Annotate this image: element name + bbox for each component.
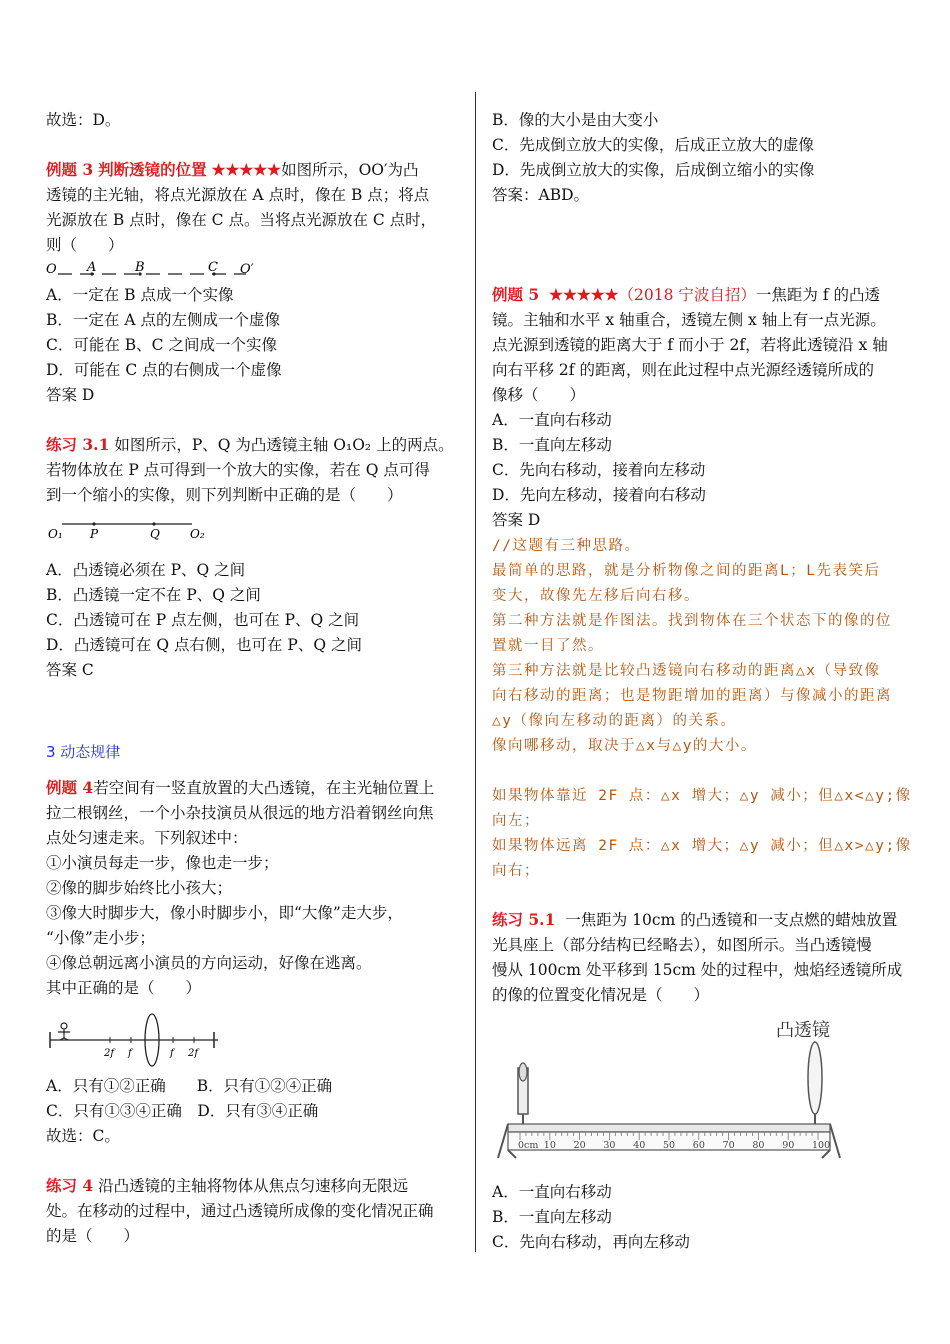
example-3-header <box>46 158 419 182</box>
practice-3-1-option-b: B．凸透镜一定不在 P、Q 之间 <box>46 586 261 604</box>
example-4-question: 其中正确的是（ ） <box>46 979 202 997</box>
example-4-lens-figure <box>46 1010 236 1070</box>
example-4-line3: 点处匀速走来。下列叙述中： <box>46 829 248 847</box>
note-line: 置就一目了然。 <box>492 638 604 654</box>
column-divider <box>475 92 476 1252</box>
practice-5-1-tag: 练习 5.1 <box>492 910 556 929</box>
practice-3-1-answer: 答案 C <box>46 661 94 679</box>
note-line: 如果物体远离 2F 点：△x 增大；△y 减小；但△x>△y;像 <box>492 838 912 854</box>
ruler-label: 90 <box>782 1140 795 1151</box>
ruler-label: 10 <box>543 1140 556 1151</box>
acrobat-body <box>58 1029 70 1040</box>
example-3-option-b: B．一定在 A 点的左侧成一个虚像 <box>46 311 280 329</box>
bench-rail <box>508 1124 830 1132</box>
example-3-line1: 如图所示，OO′为凸 <box>281 161 419 179</box>
example-3-line3: 光源放在 B 点时，像在 C 点。当将点光源放在 C 点时， <box>46 211 437 229</box>
lens-caption: 凸透镜 <box>776 1020 830 1041</box>
section-heading-dynamic-rules: 3 动态规律 <box>46 743 121 761</box>
practice-4-line3: 的是（ ） <box>46 1227 140 1245</box>
ruler-label: 60 <box>692 1140 705 1151</box>
axis-label-a: A <box>87 260 97 275</box>
example-3-option-c: C．可能在 B、C 之间成一个实像 <box>46 336 277 354</box>
example-4-statement-3-cont: “小像”走小步； <box>46 929 155 947</box>
practice-3-1-option-c: C．凸透镜可在 P 点左侧，也可在 P、Q 之间 <box>46 611 360 629</box>
note-line: 如果物体靠近 2F 点：△x 增大；△y 减小；但△x<△y;像 <box>492 788 912 804</box>
note-line: 向右移动的距离；也是物距增加的距离）与像减小的距离 <box>492 688 892 704</box>
example-4-tag: 例题 4 <box>46 778 94 797</box>
example-4-options-cd: C．只有①③④正确 D．只有③④正确 <box>46 1102 319 1120</box>
note-line: 最简单的思路，就是分析物像之间的距离L；L先表笑后 <box>492 563 881 579</box>
example-5-line1: 一焦距为 f 的凸透 <box>755 286 880 304</box>
practice-4-answer: 答案：ABD。 <box>492 186 590 204</box>
example-4-statement-1: ①小演员每走一步，像也走一步； <box>46 854 279 872</box>
ruler-label: 100 <box>812 1140 831 1151</box>
lens-label-2f-right: 2f <box>188 1048 199 1059</box>
example-5-option-d: D．先向左移动，接着向右移动 <box>492 486 706 504</box>
axis-label-o: O <box>46 262 57 277</box>
ruler-label: 0cm <box>518 1140 539 1151</box>
practice-5-1-line1: 一焦距为 10cm 的凸透镜和一支点燃的蜡烛放置 <box>565 911 898 929</box>
example-4-line2: 拉二根钢丝，一个小杂技演员从很远的地方沿着钢丝向焦 <box>46 804 434 822</box>
practice-4-header <box>46 1174 408 1198</box>
example-3-line2: 透镜的主光轴，将点光源放在 A 点时，像在 B 点；将点 <box>46 186 430 204</box>
practice-3-1-axis-figure <box>46 514 246 544</box>
ruler-label: 20 <box>573 1140 586 1151</box>
axis-label-c: C <box>208 260 218 275</box>
example-5-line4: 向右平移 2f 的距离，则在此过程中点光源经透镜所成的 <box>492 361 874 379</box>
practice-4-line2: 处。在移动的过程中，通过凸透镜所成像的变化情况正确 <box>46 1202 434 1220</box>
convex-lens <box>808 1042 822 1114</box>
optical-bench-figure <box>492 1012 852 1172</box>
axis-label-o-prime: O′ <box>240 262 254 277</box>
practice-3-1-tag: 练习 3.1 <box>46 435 110 454</box>
note-line: 第二种方法就是作图法。找到物体在三个状态下的像的位 <box>492 613 892 629</box>
example-3-tag: 例题 3 <box>46 160 94 179</box>
example-4-statement-2: ②像的脚步始终比小孩大； <box>46 879 233 897</box>
example-4-statement-3: ③像大时脚步大，像小时脚步小，即“大像”走大步， <box>46 904 403 922</box>
note-line: 向左； <box>492 813 540 829</box>
practice-5-1-option-c: C．先向右移动，再向左移动 <box>492 1233 690 1251</box>
practice-3-1-line3: 到一个缩小的实像，则下列判断中正确的是（ ） <box>46 486 403 504</box>
axis-label-q: Q <box>150 527 160 541</box>
practice-4-tag: 练习 4 <box>46 1176 94 1195</box>
ruler-label: 40 <box>633 1140 646 1151</box>
practice-3-1-line2: 若物体放在 P 点可得到一个放大的实像，若在 Q 点可得 <box>46 461 430 479</box>
example-3-option-a: A．一定在 B 点成一个实像 <box>46 286 234 304</box>
previous-answer: 故选：D。 <box>46 111 121 129</box>
example-5-option-b: B．一直向左移动 <box>492 436 612 454</box>
acrobat-head <box>61 1023 67 1029</box>
practice-5-1-header <box>492 908 897 932</box>
practice-4-option-c: C．先成倒立放大的实像，后成正立放大的虚像 <box>492 136 814 154</box>
practice-3-1-header <box>46 433 454 457</box>
example-3-topic: 判断透镜的位置 <box>98 160 207 179</box>
example-3-stars: ★★★★★ <box>211 160 282 179</box>
note-line: △y（像向左移动的距离）的关系。 <box>492 713 737 729</box>
note-line: //这题有三种思路。 <box>492 538 641 554</box>
practice-5-1-line3: 慢从 100cm 处平移到 15cm 处的过程中，烛焰经透镜所成 <box>492 961 903 979</box>
practice-3-1-option-d: D．凸透镜可在 Q 点右侧，也可在 P、Q 之间 <box>46 636 362 654</box>
example-5-line3: 点光源到透镜的距离大于 f 而小于 2f，若将此透镜沿 x 轴 <box>492 336 888 354</box>
example-4-line1: 若空间有一竖直放置的大凸透镜，在主光轴位置上 <box>93 779 435 797</box>
practice-5-1-line4: 的像的位置变化情况是（ ） <box>492 986 710 1004</box>
axis-label-b: B <box>135 260 145 275</box>
example-5-source: （2018 宁波自招） <box>618 286 756 304</box>
practice-5-1-option-b: B．一直向左移动 <box>492 1208 612 1226</box>
example-3-option-d: D．可能在 C 点的右侧成一个虚像 <box>46 361 282 379</box>
axis-label-p: P <box>90 527 99 541</box>
lens-label-2f-left: 2f <box>104 1048 115 1059</box>
candle-flame <box>519 1063 527 1081</box>
example-4-answer: 故选：C。 <box>46 1127 120 1145</box>
example-3-axis-figure <box>46 256 276 280</box>
example-5-tag: 例题 5 <box>492 285 540 304</box>
note-line: 变大，故像先左移后向右移。 <box>492 588 700 604</box>
example-4-header <box>46 776 434 800</box>
ruler-label: 70 <box>722 1140 735 1151</box>
example-4-statement-4: ④像总朝远离小演员的方向运动，好像在逃离。 <box>46 954 372 972</box>
practice-4-option-b: B．像的大小是由大变小 <box>492 111 659 129</box>
example-3-line4: 则（ ） <box>46 236 124 254</box>
practice-5-1-line2: 光具座上（部分结构已经略去），如图所示。当凸透镜慢 <box>492 936 872 954</box>
ruler-label: 80 <box>752 1140 765 1151</box>
example-5-header <box>492 283 880 307</box>
practice-3-1-line1: 如图所示，P、Q 为凸透镜主轴 O₁O₂ 上的两点。 <box>114 436 454 454</box>
lens-label-f-right: f <box>170 1048 174 1059</box>
note-line: 第三种方法就是比较凸透镜向右移动的距离△x（导致像 <box>492 663 881 679</box>
practice-4-line1: 沿凸透镜的主轴将物体从焦点匀速移向无限远 <box>98 1177 409 1195</box>
example-3-answer: 答案 D <box>46 386 95 404</box>
ruler-label: 50 <box>663 1140 676 1151</box>
example-5-option-c: C．先向右移动，接着向左移动 <box>492 461 706 479</box>
example-5-option-a: A．一直向右移动 <box>492 411 612 429</box>
lens-label-f-left: f <box>128 1048 132 1059</box>
practice-4-option-d: D．先成倒立放大的实像，后成倒立缩小的实像 <box>492 161 815 179</box>
example-5-stars: ★★★★★ <box>549 285 619 304</box>
note-line: 像向哪移动，取决于△x与△y的大小。 <box>492 738 757 754</box>
example-5-line5: 像移（ ） <box>492 386 586 404</box>
axis-label-o1: O₁ <box>48 527 63 541</box>
practice-5-1-option-a: A．一直向右移动 <box>492 1183 612 1201</box>
axis-label-o2: O₂ <box>190 527 205 541</box>
practice-3-1-option-a: A．凸透镜必须在 P、Q 之间 <box>46 561 246 579</box>
example-5-answer: 答案 D <box>492 511 541 529</box>
ruler-label: 30 <box>603 1140 616 1151</box>
note-line: 向右； <box>492 863 540 879</box>
example-5-line2: 镜。主轴和水平 x 轴重合，透镜左侧 x 轴上有一点光源。 <box>492 311 886 329</box>
example-4-options-ab: A．只有①②正确 B．只有①②④正确 <box>46 1077 333 1095</box>
